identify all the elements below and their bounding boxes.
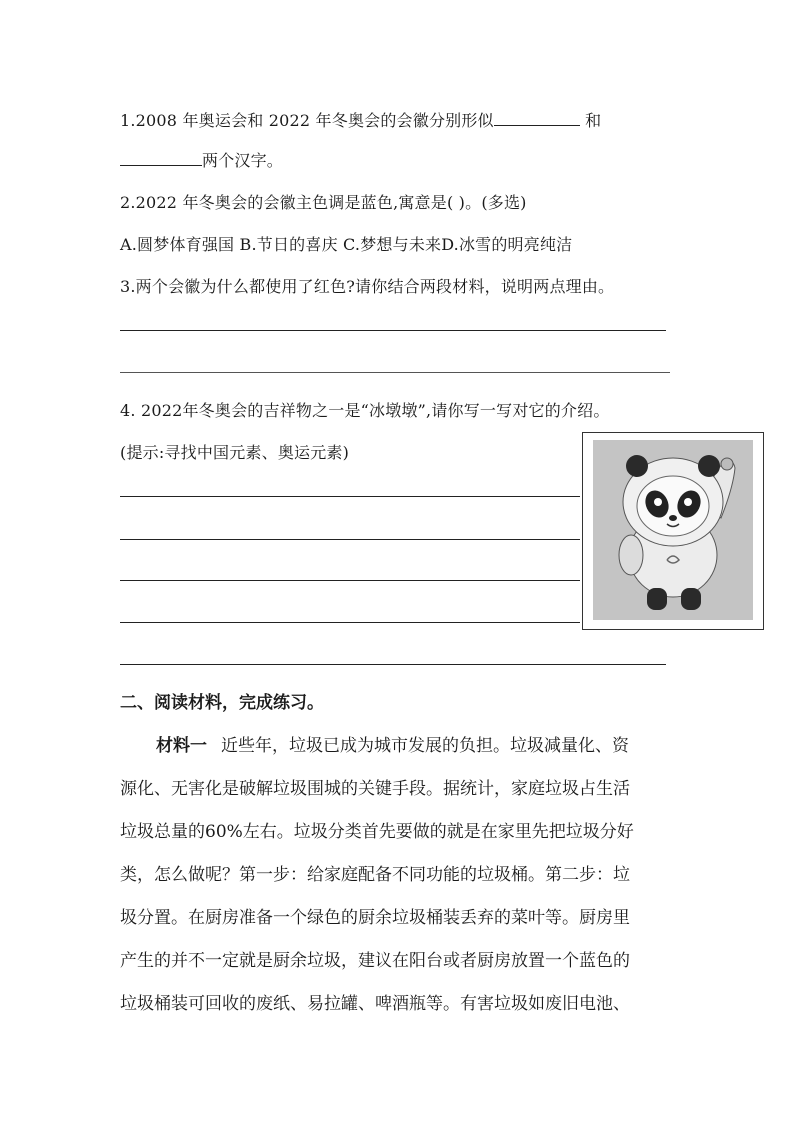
mascot-photo-frame [582, 432, 764, 630]
paragraph-line: 源化、无害化是破解垃圾围城的关键手段。据统计，家庭垃圾占生活 [120, 779, 630, 799]
question-2: 2.2022 年冬奥会的会徽主色调是蓝色,寓意是( )。(多选) [120, 193, 527, 212]
question-1-line-1 [120, 108, 601, 131]
answer-blank[interactable] [494, 111, 580, 126]
answer-line[interactable] [120, 372, 670, 373]
paragraph-line: 垃圾总量的60%左右。垃圾分类首先要做的就是在家里先把垃圾分好 [120, 822, 634, 842]
answer-line[interactable] [120, 330, 666, 331]
question-4: 4. 2022年冬奥会的吉祥物之一是“冰墩墩”,请你写一写对它的介绍。 [120, 401, 610, 420]
answer-line[interactable] [120, 622, 580, 623]
question-1-text: 1.2008 年奥运会和 2022 年冬奥会的会徽分别形似 [120, 111, 494, 130]
paragraph-text: 近些年，垃圾已成为城市发展的负担。垃圾减量化、资 [221, 736, 629, 756]
panda-mascot-icon [593, 440, 753, 620]
mascot-photo [593, 440, 753, 620]
paragraph-line: 垃圾桶装可回收的废纸、易拉罐、啤酒瓶等。有害垃圾如废旧电池、 [120, 994, 630, 1014]
section-2-heading: 二、阅读材料，完成练习。 [120, 693, 324, 713]
question-1-and: 和 [585, 111, 602, 130]
paragraph-line: 产生的并不一定就是厨余垃圾，建议在阳台或者厨房放置一个蓝色的 [120, 951, 630, 971]
question-1-line-2 [120, 148, 283, 171]
answer-line[interactable] [120, 664, 666, 665]
question-4-hint: (提示:寻找中国元素、奥运元素) [120, 443, 350, 462]
paragraph-line [120, 731, 629, 756]
question-3: 3.两个会徽为什么都使用了红色?请你结合两段材料，说明两点理由。 [120, 277, 615, 296]
paragraph-line: 类，怎么做呢？第一步：给家庭配备不同功能的垃圾桶。第二步：垃 [120, 865, 630, 885]
question-1-tail: 两个汉字。 [202, 151, 284, 170]
question-2-options: A.圆梦体育强国 B.节日的喜庆 C.梦想与未来D.冰雪的明亮纯洁 [120, 235, 573, 254]
answer-line[interactable] [120, 496, 580, 497]
answer-line[interactable] [120, 580, 580, 581]
paragraph-line: 圾分置。在厨房准备一个绿色的厨余垃圾桶装丢弃的菜叶等。厨房里 [120, 908, 630, 928]
material-label: 材料一 [156, 736, 207, 756]
answer-blank[interactable] [120, 151, 202, 166]
answer-line[interactable] [120, 539, 580, 540]
